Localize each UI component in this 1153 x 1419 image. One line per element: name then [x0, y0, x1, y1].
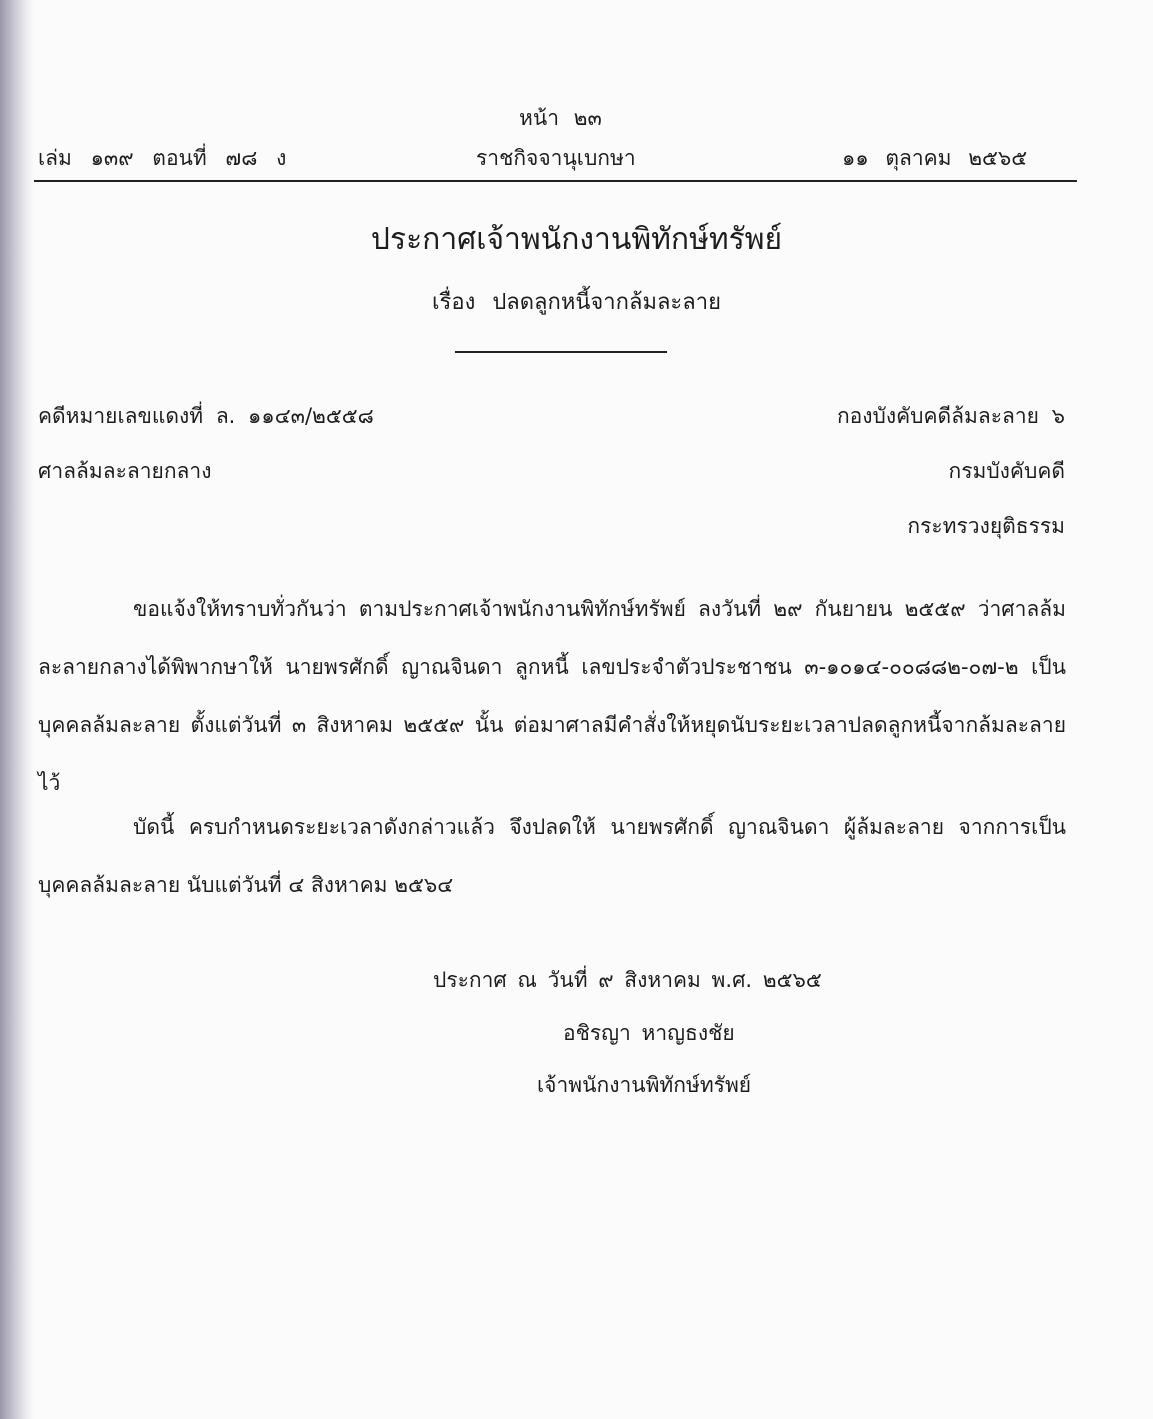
announcement-subject: เรื่อง ปลดลูกหนี้จากล้มละลาย	[432, 290, 721, 315]
court-name: ศาลล้มละลายกลาง	[38, 459, 212, 483]
gazette-name: ราชกิจจานุเบกษา	[476, 146, 636, 170]
header-divider	[34, 180, 1077, 182]
department-name: กรมบังคับคดี	[948, 459, 1065, 483]
issuing-office: กองบังคับคดีล้มละลาย ๖	[836, 404, 1065, 428]
signatory-name: อชิรญา หาญธงชัย	[563, 1021, 735, 1045]
book-binding-shadow	[0, 0, 34, 1419]
header-date: ๑๑ ตุลาคม ๒๕๖๕	[842, 146, 1028, 170]
title-divider	[455, 351, 667, 353]
body-paragraph-2: บัดนี้ ครบกำหนดระยะเวลาดังกล่าวแล้ว จึงปลดให้ นายพรศักดิ์ ญาณจินดา ผู้ล้มละลาย จากการเป็นบุคคลล้มละลาย นับแต่วันที่ ๔ สิงหาคม ๒๕๖๔	[38, 815, 1066, 897]
body-paragraph-1: ขอแจ้งให้ทราบทั่วกันว่า ตามประกาศเจ้าพนักงานพิทักษ์ทรัพย์ ลงวันที่ ๒๙ กันยายน ๒๕๕๙ ว่าศาลล้มละลายกลางได้พิพากษาให้ นายพรศักดิ์ ญาณจินดา ลูกหนี้ เลขประจำตัวประชาชน ๓-๑๐๑๔-๐๐๘๘๒-๐๗-๒ เป็นบุคคลล้มละลาย ตั้งแต่วันที่ ๓ สิงหาคม ๒๕๕๙ นั้น ต่อมาศาลมีคำสั่งให้หยุดนับระยะเวลาปลดลูกหนี้จากล้มละลายไว้	[38, 597, 1066, 795]
announcement-title: ประกาศเจ้าพนักงานพิทักษ์ทรัพย์	[370, 222, 783, 257]
case-number: คดีหมายเลขแดงที่ ล. ๑๑๔๓/๒๕๕๘	[38, 404, 374, 428]
signature-date-line: ประกาศ ณ วันที่ ๙ สิงหาคม พ.ศ. ๒๕๖๕	[433, 968, 822, 992]
volume-issue: เล่ม ๑๓๙ ตอนที่ ๗๘ ง	[38, 146, 287, 170]
ministry-name: กระทรวงยุติธรรม	[907, 514, 1065, 538]
signatory-position: เจ้าพนักงานพิทักษ์ทรัพย์	[537, 1073, 752, 1097]
page-number: หน้า ๒๓	[519, 106, 602, 130]
